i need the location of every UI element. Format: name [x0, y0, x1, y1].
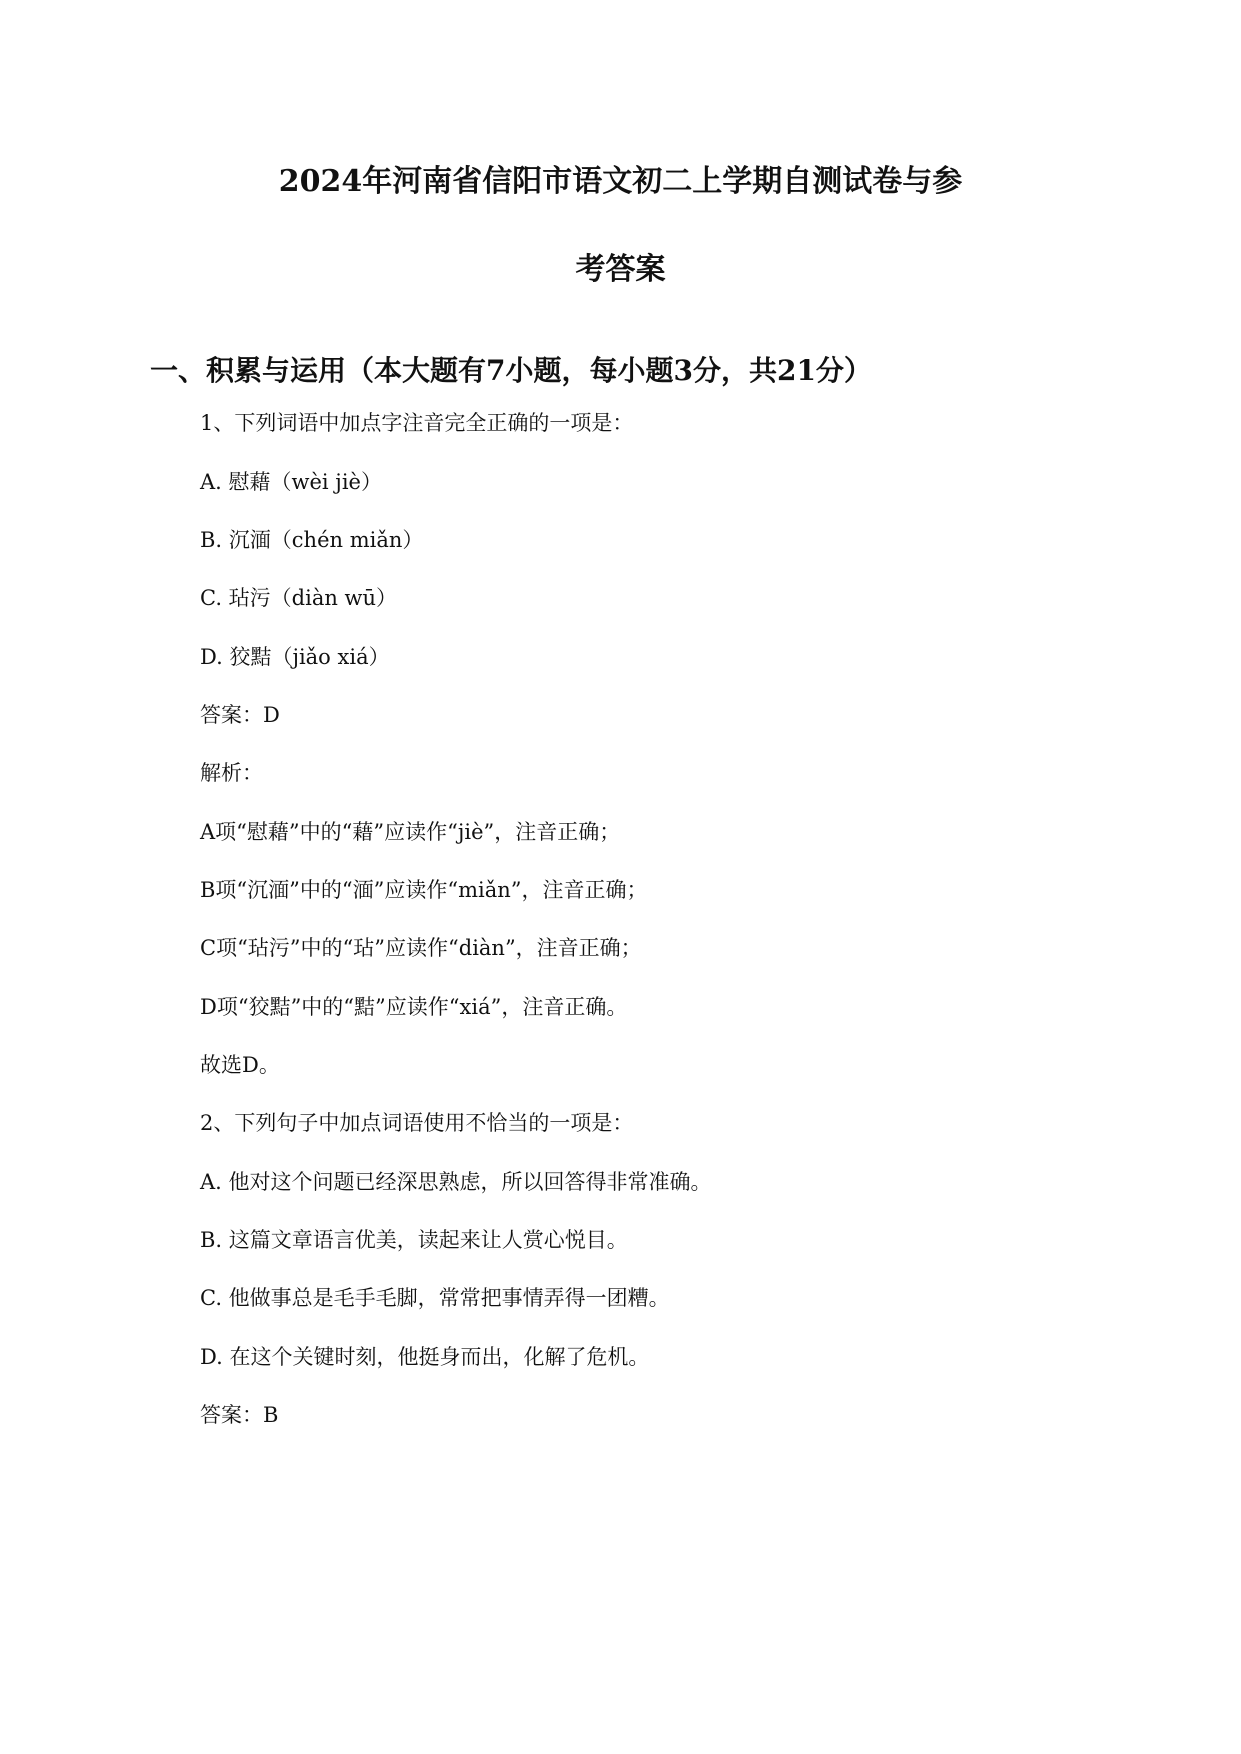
- section-heading: 一、积累与运用（本大题有7小题，每小题3分，共21分）: [150, 354, 872, 387]
- document-title-line-2: 考答案: [575, 252, 666, 287]
- question-2-option-b: B. 这篇文章语言优美，读起来让人赏心悦目。: [200, 1228, 628, 1252]
- question-2-option-d: D. 在这个关键时刻，他挺身而出，化解了危机。: [200, 1345, 650, 1369]
- question-1-analysis-label: 解析：: [200, 761, 263, 785]
- question-1-answer: 答案：D: [200, 703, 280, 727]
- question-1-option-b: B. 沉湎（chén miǎn）: [200, 528, 424, 552]
- question-1-conclusion: 故选D。: [200, 1053, 280, 1077]
- question-1-option-c: C. 玷污（diàn wū）: [200, 586, 398, 610]
- question-1-analysis-a: A项“慰藉”中的“藉”应读作“jiè”，注音正确；: [200, 820, 621, 844]
- question-2-stem: 2、下列句子中加点词语使用不恰当的一项是：: [200, 1111, 634, 1135]
- question-1-option-a: A. 慰藉（wèi jiè）: [200, 470, 382, 494]
- question-2-option-c: C. 他做事总是毛手毛脚，常常把事情弄得一团糟。: [200, 1286, 670, 1310]
- question-1-analysis-d: D项“狡黠”中的“黠”应读作“xiá”，注音正确。: [200, 995, 628, 1019]
- question-1-option-d: D. 狡黠（jiǎo xiá）: [200, 645, 390, 669]
- question-2-option-a: A. 他对这个问题已经深思熟虑，所以回答得非常准确。: [200, 1170, 712, 1194]
- question-1-analysis-b: B项“沉湎”中的“湎”应读作“miǎn”，注音正确；: [200, 878, 648, 902]
- question-1-stem: 1、下列词语中加点字注音完全正确的一项是：: [200, 411, 634, 435]
- question-2-answer: 答案：B: [200, 1403, 279, 1427]
- document-title-line-1: 2024年河南省信阳市语文初二上学期自测试卷与参: [278, 164, 963, 199]
- question-1-analysis-c: C项“玷污”中的“玷”应读作“diàn”，注音正确；: [200, 936, 642, 960]
